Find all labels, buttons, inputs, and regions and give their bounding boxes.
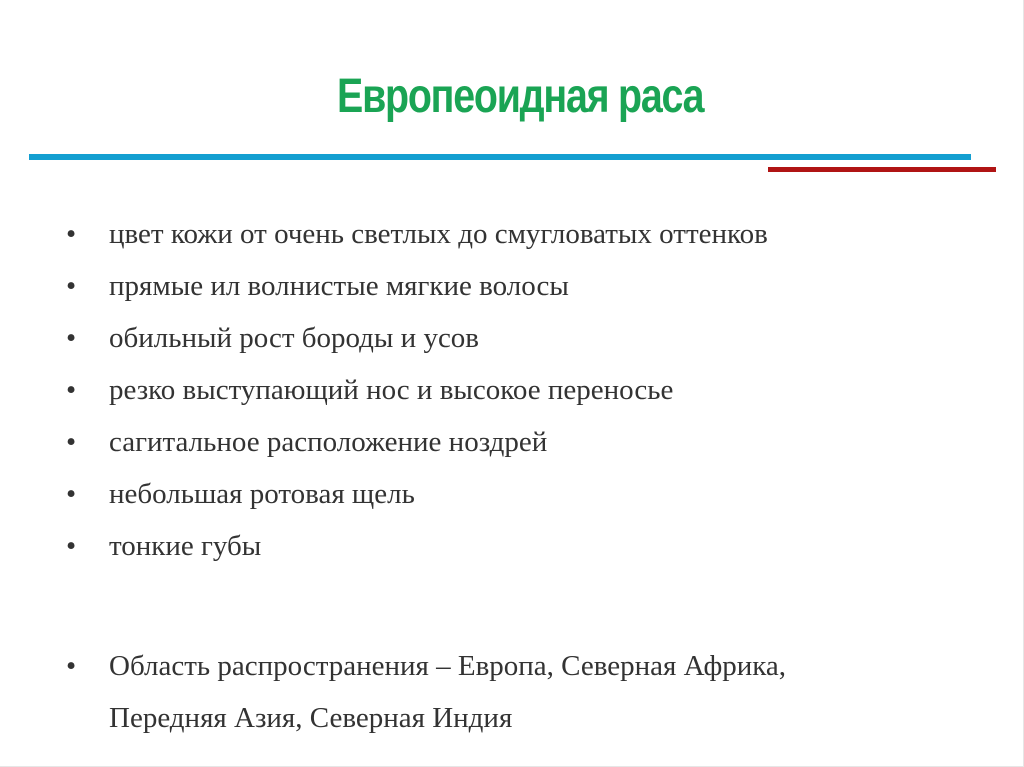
bullet-icon: • (66, 322, 77, 354)
bullet-icon: • (66, 650, 77, 682)
bullet-icon: • (66, 218, 77, 250)
list-item (66, 316, 768, 368)
title-underline-blue (29, 154, 971, 160)
bullet-icon: • (66, 478, 77, 510)
bullet-icon: • (66, 530, 77, 562)
list-item (66, 472, 768, 524)
distribution-line-1: Область распространения – Европа, Северная Африка, (109, 650, 787, 682)
bullet-icon: • (66, 374, 77, 406)
list-item-text: сагитальное расположение ноздрей (109, 426, 548, 458)
list-item (66, 524, 768, 576)
list-item (66, 212, 768, 264)
list-item-text: тонкие губы (109, 530, 262, 562)
title-underline-red (768, 167, 996, 172)
bullet-icon: • (66, 270, 77, 302)
list-item-text: резко выступающий нос и высокое переносье (109, 374, 674, 406)
list-item (66, 264, 768, 316)
distribution-area (66, 640, 786, 744)
slide-title: Европеоидная раса (337, 70, 704, 123)
bullet-icon: • (66, 426, 77, 458)
list-item-text: небольшая ротовая щель (109, 478, 415, 510)
list-item (66, 420, 768, 472)
trait-list (66, 212, 768, 576)
list-item (66, 368, 768, 420)
list-item-text: цвет кожи от очень светлых до смугловатых оттенков (109, 218, 768, 250)
distribution-line-2: Передняя Азия, Северная Индия (109, 702, 513, 734)
list-item-text: прямые ил волнистые мягкие волосы (109, 270, 569, 302)
list-item-text: обильный рост бороды и усов (109, 322, 480, 354)
